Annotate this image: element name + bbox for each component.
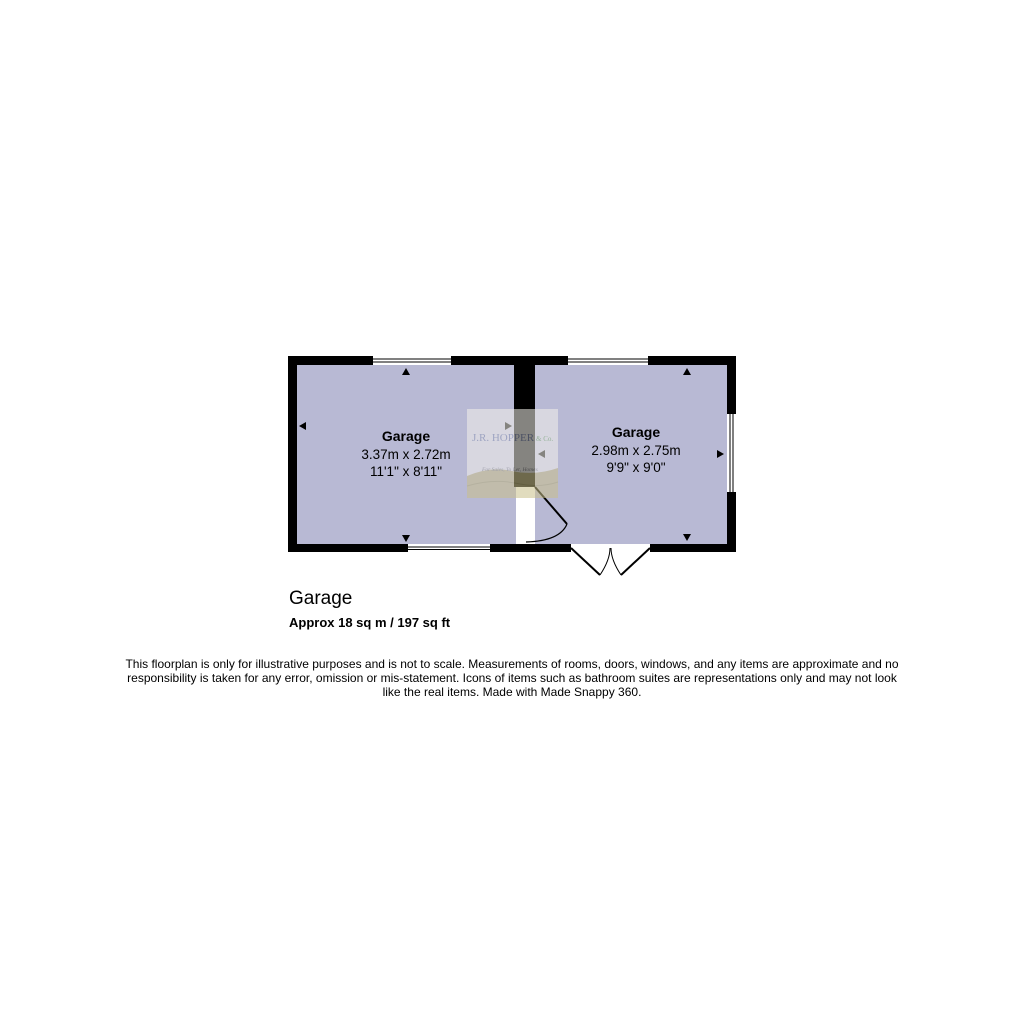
room-2-name: Garage bbox=[611, 424, 661, 440]
floor-area: Approx 18 sq m / 197 sq ft bbox=[289, 615, 451, 630]
svg-text:J.R. HOPPER& Co.: J.R. HOPPER & Co. bbox=[472, 432, 554, 444]
window-room-2-right bbox=[727, 414, 736, 492]
floor-title: Garage bbox=[289, 588, 353, 609]
svg-text:For Sales, To Let, Homes: For Sales, To Let, Homes bbox=[482, 467, 538, 473]
room-2-imperial: 9'9" x 9'0" bbox=[606, 460, 666, 475]
entrance-double-door bbox=[571, 544, 650, 575]
window-room-2-top bbox=[568, 356, 648, 365]
room-2-metric: 2.98m x 2.75m bbox=[591, 443, 681, 458]
agent-logo-watermark bbox=[467, 409, 558, 498]
room-1-metric: 3.37m x 2.72m bbox=[361, 447, 451, 462]
window-room-1-bottom bbox=[408, 544, 490, 552]
disclaimer-text: This floorplan is only for illustrative purposes and is not to scale. Measurements of rooms, doors, windows, and any items are approximate and no responsibility is taken for any error, omission or mis-statement. Icons of items such as bathroom suites are representations only and may not look like the real items. Made with Made Snappy 360. bbox=[125, 657, 899, 699]
wall-top bbox=[288, 356, 736, 365]
room-1-imperial: 11'1" x 8'11" bbox=[369, 464, 443, 479]
wall-left bbox=[288, 356, 297, 552]
window-room-1-top bbox=[373, 356, 451, 365]
wall-bottom-right bbox=[650, 544, 736, 552]
room-1-name: Garage bbox=[381, 428, 431, 444]
